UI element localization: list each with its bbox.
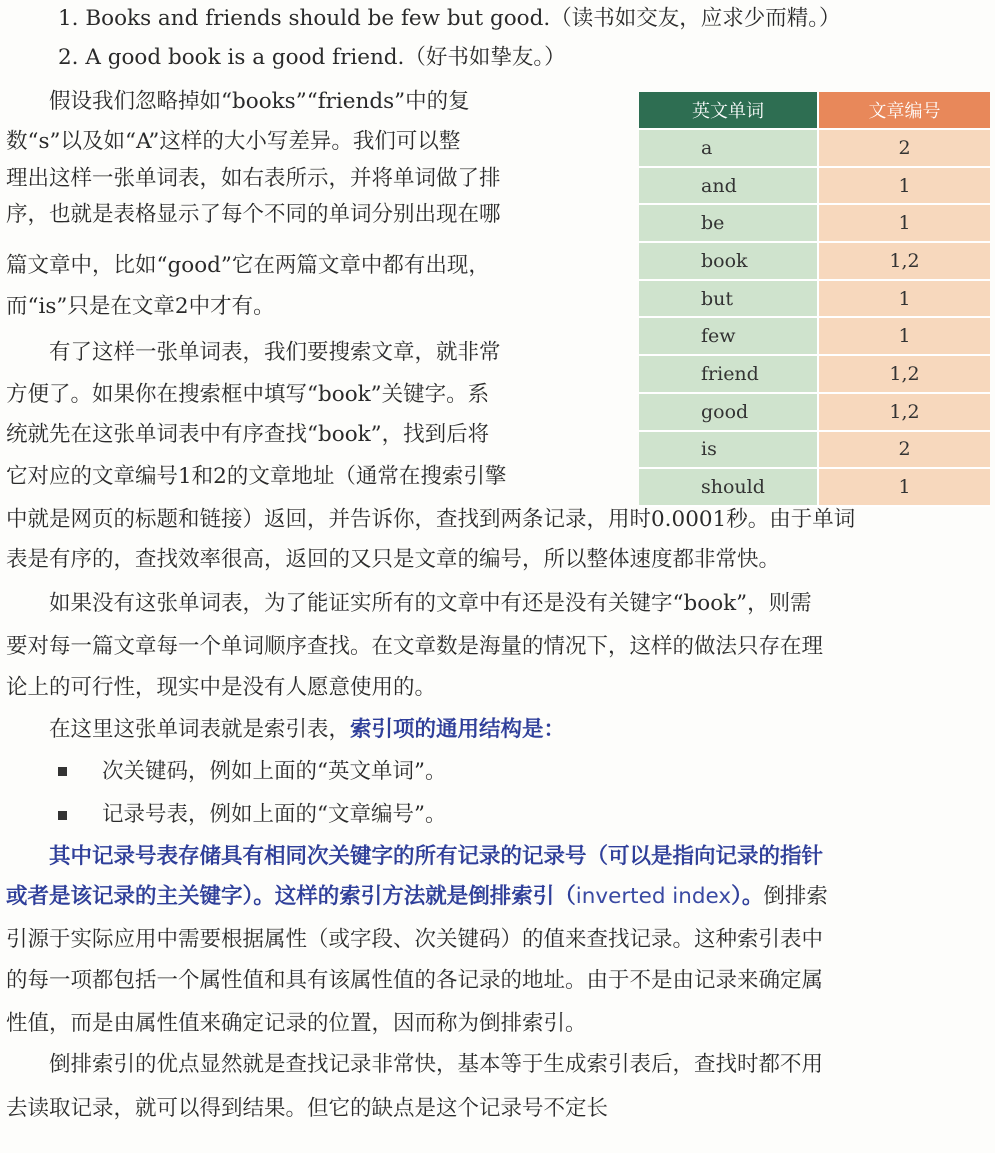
table-row	[639, 393, 990, 431]
paragraph1-line: 篇文章中，比如“good”它在两篇文章中都有出现，	[6, 253, 490, 278]
word-cell: be	[639, 204, 818, 242]
paragraph4-line: 的每一项都包括一个属性值和具有该属性值的各记录的地址。由于不是由记录来确定属	[6, 968, 824, 993]
paragraph4-bold: ）。	[731, 884, 764, 909]
article-number-cell: 1	[818, 317, 990, 355]
paragraph2-line: 统就先在这张单词表中有序查找“book”，找到后将	[6, 422, 490, 447]
word-cell: good	[639, 393, 818, 431]
table-row	[639, 468, 990, 506]
paragraph5-line: 倒排索引的优点显然就是查找记录非常快，基本等于生成索引表后，查找时都不用	[6, 1052, 824, 1077]
paragraph4-line2	[6, 882, 828, 912]
paragraph4-text: 倒排索	[763, 884, 828, 909]
inverted-index-term: inverted index	[575, 884, 732, 909]
paragraph2-line: 表是有序的，查找效率很高，返回的又只是文章的编号，所以整体速度都非常快。	[6, 547, 781, 572]
example-2	[58, 43, 566, 73]
paragraph2-line: 方便了。如果你在搜索框中填写“book”关键字。系	[6, 382, 490, 407]
header-article-number: 文章编号	[818, 92, 990, 129]
example-2-en: 2. A good book is a good friend.	[58, 45, 405, 70]
paragraph4-bold-line: 其中记录号表存储具有相同次关键字的所有记录的记录号（可以是指向记录的指针	[6, 844, 824, 869]
article-number-cell: 1	[818, 204, 990, 242]
article-number-cell: 1,2	[818, 355, 990, 393]
article-number-cell: 2	[818, 129, 990, 167]
word-cell: should	[639, 468, 818, 506]
word-cell: a	[639, 129, 818, 167]
word-cell: but	[639, 280, 818, 318]
paragraph3-line: 论上的可行性，现实中是没有人愿意使用的。	[6, 675, 437, 700]
article-number-cell: 1	[818, 280, 990, 318]
article-number-cell: 1,2	[818, 242, 990, 280]
paragraph1-line: 理出这样一张单词表，如右表所示，并将单词做了排	[6, 166, 501, 191]
paragraph2-line: 中就是网页的标题和链接）返回，并告诉你，查找到两条记录，用时0.0001秒。由于单词	[6, 507, 856, 532]
bullet-marker	[58, 811, 67, 820]
index-intro-text: 在这里这张单词表就是索引表，	[6, 717, 351, 742]
table-row	[639, 280, 990, 318]
bullet-marker	[58, 767, 67, 776]
table-row	[639, 167, 990, 205]
header-english-word: 英文单词	[639, 92, 818, 129]
table-row	[639, 355, 990, 393]
paragraph1-line: 序，也就是表格显示了每个不同的单词分别出现在哪	[6, 202, 501, 227]
table-row	[639, 242, 990, 280]
paragraph4-line: 引源于实际应用中需要根据属性（或字段、次关键码）的值来查找记录。这种索引表中	[6, 927, 824, 952]
paragraph1-line: 而“is”只是在文章2中才有。	[6, 294, 275, 319]
paragraph1-line: 假设我们忽略掉如“books”“friends”中的复	[6, 89, 470, 114]
table-row	[639, 129, 990, 167]
paragraph2-line: 它对应的文章编号1和2的文章地址（通常在搜索引擎	[6, 464, 507, 489]
paragraph2-line: 有了这样一张单词表，我们要搜索文章，就非常	[6, 340, 501, 365]
table-row	[639, 204, 990, 242]
paragraph1-line: 数“s”以及如“A”这样的大小写差异。我们可以整	[6, 129, 461, 154]
paragraph4-bold: 或者是该记录的主关键字）。这样的索引方法就是倒排索引（	[6, 884, 576, 909]
word-cell: and	[639, 167, 818, 205]
paragraph5-line: 去读取记录，就可以得到结果。但它的缺点是这个记录号不定长	[6, 1096, 609, 1121]
example-1	[58, 4, 841, 34]
word-cell: few	[639, 317, 818, 355]
article-number-cell: 1,2	[818, 393, 990, 431]
bullet-item: 记录号表，例如上面的“文章编号”。	[102, 802, 447, 827]
example-1-zh: （读书如交友，应求少而精。）	[550, 6, 841, 31]
index-intro	[6, 715, 565, 745]
paragraph3-line: 如果没有这张单词表，为了能证实所有的文章中有还是没有关键字“book”，则需	[6, 591, 812, 616]
article-number-cell: 1	[818, 167, 990, 205]
word-cell: friend	[639, 355, 818, 393]
paragraph4-line: 性值，而是由属性值来确定记录的位置，因而称为倒排索引。	[6, 1011, 587, 1036]
word-index-table	[639, 92, 990, 507]
word-cell: book	[639, 242, 818, 280]
paragraph3-line: 要对每一篇文章每一个单词顺序查找。在文章数是海量的情况下，这样的做法只存在理	[6, 634, 824, 659]
bullet-item: 次关键码，例如上面的“英文单词”。	[102, 759, 447, 784]
table-header-row	[639, 92, 990, 129]
table-row	[639, 317, 990, 355]
example-1-en: 1. Books and friends should be few but good.	[58, 6, 551, 31]
article-number-cell: 2	[818, 431, 990, 469]
table-row	[639, 431, 990, 469]
example-2-zh: （好书如挚友。）	[404, 45, 566, 70]
article-number-cell: 1	[818, 468, 990, 506]
word-cell: is	[639, 431, 818, 469]
index-structure-heading: 索引项的通用结构是：	[350, 717, 566, 742]
